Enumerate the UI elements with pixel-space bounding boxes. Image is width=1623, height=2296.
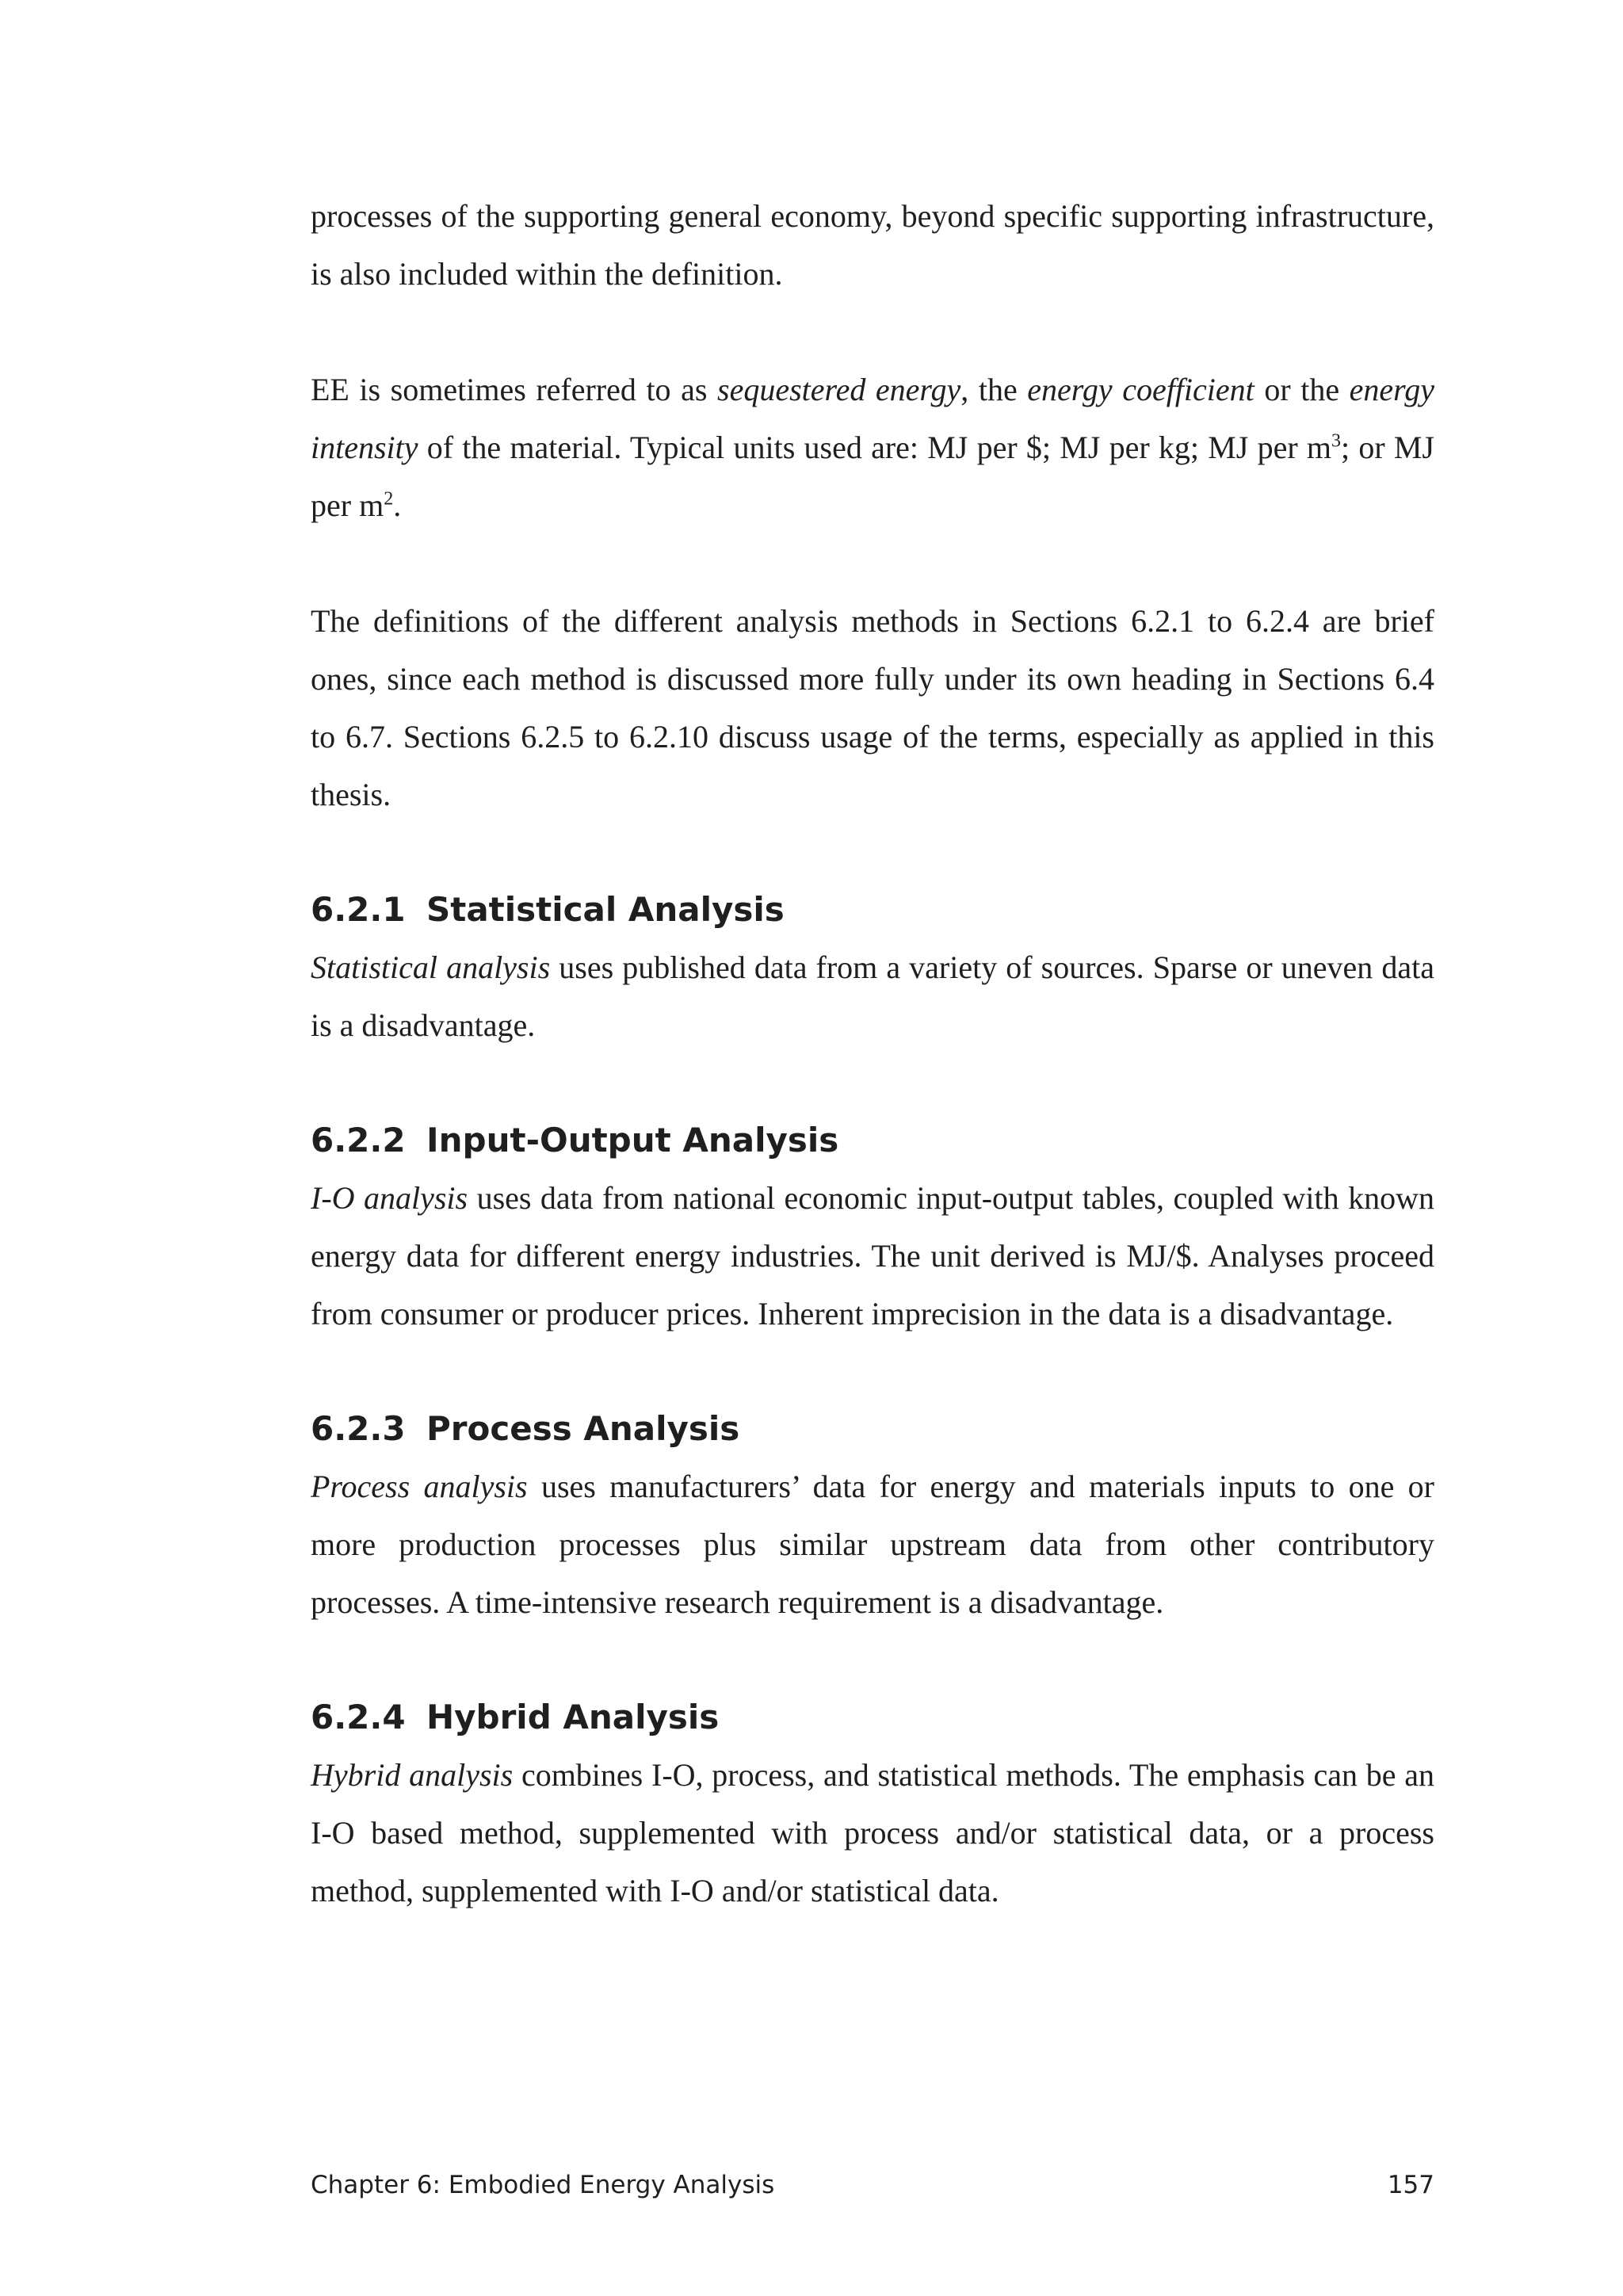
paragraph-text: processes of the supporting general economy, beyond specific supporting infrastructure, is also included within the definition.	[311, 198, 1434, 292]
section-number: 6.2.4	[311, 1698, 406, 1736]
term-energy-coefficient: energy coefficient	[1027, 372, 1254, 407]
paragraph-definitions	[311, 592, 1434, 823]
paragraph-gap	[311, 303, 1434, 361]
ee-text-5: ; or MJ per m	[311, 430, 1434, 523]
section-body-6-2-4	[311, 1746, 1434, 1920]
section-gap	[311, 1054, 1434, 1111]
footer-chapter-title: Chapter 6: Embodied Energy Analysis	[311, 2171, 775, 2199]
section-title: Input-Output Analysis	[426, 1121, 839, 1159]
paragraph-text: The definitions of the different analysis methods in Sections 6.2.1 to 6.2.4 are brief ones, since each method is discussed more fully under its own heading in Sections 6.4 to 6.7. Sections 6.2.5 to 6.2.10 discuss usage of the terms, especially as applied in this thesis.	[311, 603, 1434, 812]
paragraph-continuation	[311, 187, 1434, 303]
term-energy-intensity: energy intensity	[311, 372, 1435, 465]
section-number: 6.2.1	[311, 890, 406, 929]
section-text: uses published data from a variety of sources. Sparse or uneven data is a disadvantage.	[311, 949, 1434, 1043]
paragraph-gap	[311, 534, 1434, 592]
section-body-6-2-3	[311, 1457, 1434, 1631]
section-heading-6-2-3	[311, 1400, 1434, 1457]
section-lead-term: I-O analysis	[311, 1180, 468, 1216]
section-number: 6.2.3	[311, 1409, 406, 1448]
section-text: uses manufacturers’ data for energy and materials inputs to one or more production processes plus similar upstream data from other contributory processes. A time-intensive research requirement is a disadvantage.	[311, 1469, 1434, 1620]
section-heading-6-2-1	[311, 881, 1434, 938]
ee-text-1: EE is sometimes referred to as	[311, 372, 718, 407]
section-title: Hybrid Analysis	[426, 1698, 720, 1736]
section-lead-term: Statistical analysis	[311, 949, 551, 985]
footer-page-number: 157	[1387, 2171, 1434, 2199]
page-footer	[311, 2169, 1434, 2201]
section-lead-term: Hybrid analysis	[311, 1757, 514, 1793]
section-body-6-2-1	[311, 938, 1434, 1054]
page-content	[311, 187, 1434, 1920]
section-gap	[311, 1631, 1434, 1688]
ee-text-4: of the material. Typical units used are: MJ per $; MJ per kg; MJ per m	[418, 430, 1331, 465]
section-gap	[311, 823, 1434, 881]
section-text: uses data from national economic input-output tables, coupled with known energy data for different energy industries. The unit derived is MJ/$. Analyses proceed from consumer or producer prices. Inherent imprecision in the data is a disadvantage.	[311, 1180, 1435, 1331]
superscript-2: 2	[384, 488, 394, 510]
section-lead-term: Process analysis	[311, 1469, 528, 1504]
ee-text-2: , the	[960, 372, 1028, 407]
section-gap	[311, 1343, 1434, 1400]
section-heading-6-2-4	[311, 1688, 1434, 1746]
paragraph-ee-terms	[311, 361, 1434, 534]
section-number: 6.2.2	[311, 1121, 406, 1159]
section-heading-6-2-2	[311, 1111, 1434, 1169]
section-title: Process Analysis	[426, 1409, 740, 1448]
ee-text-3: or the	[1254, 372, 1350, 407]
term-sequestered-energy: sequestered energy	[717, 372, 961, 407]
section-text: combines I-O, process, and statistical methods. The emphasis can be an I-O based method, supplemented with process and/or statistical data, or a process method, supplemented with I-O and/or statistical data.	[311, 1757, 1434, 1908]
ee-text-6: .	[393, 487, 402, 523]
superscript-3: 3	[1331, 430, 1341, 452]
section-body-6-2-2	[311, 1169, 1434, 1343]
section-title: Statistical Analysis	[426, 890, 785, 929]
